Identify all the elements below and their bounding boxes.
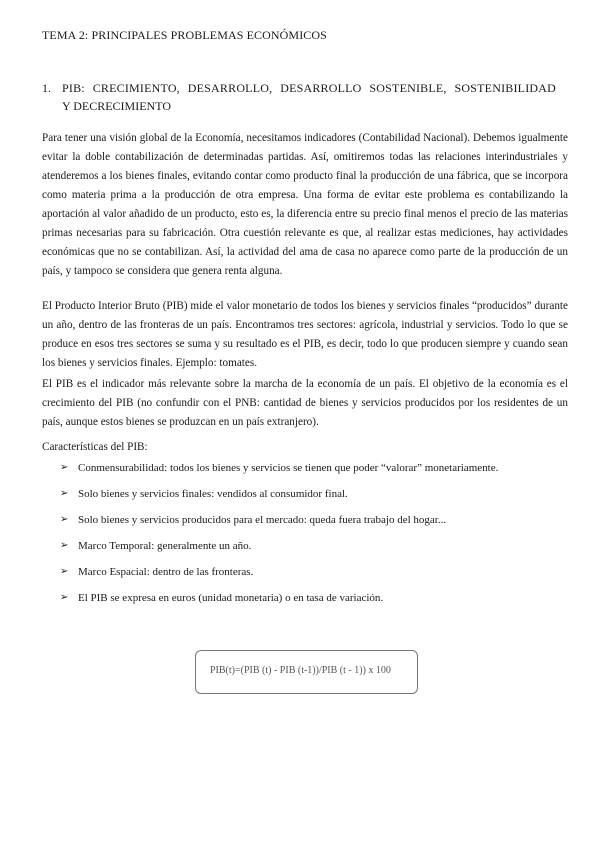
arrow-bullet-icon: ➢ xyxy=(60,592,69,603)
arrow-bullet-icon: ➢ xyxy=(60,488,69,499)
formula-text: PIB(t)=(PIB (t) - PIB (t-1))/PIB (t - 1)) x 100 xyxy=(210,665,391,676)
document-header: TEMA 2: PRINCIPALES PROBLEMAS ECONÓMICOS xyxy=(42,28,327,42)
characteristics-list xyxy=(60,459,570,615)
arrow-bullet-icon: ➢ xyxy=(60,540,69,551)
formula-box xyxy=(195,650,418,694)
arrow-bullet-icon: ➢ xyxy=(60,566,69,577)
characteristics-title: Características del PIB: xyxy=(42,441,148,453)
paragraph-intro: Para tener una visión global de la Economía, necesitamos indicadores (Contabilidad Nacional). Debemos igualmente evitar la doble contabilización de determinadas partidas. Así, omitiremos todas las relaciones interindustriales y atenderemos a los bienes finales, evitando contar como producto final la producción de una fábrica, que se incorpora como materia prima a la producción de otra empresa. Una forma de evitar este problema es contabilizando la aportación al valor añadido de un producto, esto es, la diferencia entre su precio final menos el precio de las materias primas necesarias para su fabricación. Otra cuestión relevante es que, al realizar estas mediciones, hay actividades económicas que no se contabilizan. Así, la actividad del ama de casa no aparece como parte de la producción de un país, y tampoco se considera que genera renta alguna. xyxy=(42,132,568,278)
list-item-text: Marco Temporal: generalmente un año. xyxy=(78,540,252,552)
list-item xyxy=(60,485,570,511)
arrow-bullet-icon: ➢ xyxy=(60,514,69,525)
list-item xyxy=(60,563,570,589)
list-item xyxy=(60,589,570,615)
section-title-line-1: PIB: CRECIMIENTO, DESARROLLO, DESARROLLO SOSTENIBLE, SOSTENIBILIDAD xyxy=(62,81,556,95)
list-item-text: El PIB se expresa en euros (unidad monetaria) o en tasa de variación. xyxy=(78,592,384,604)
list-item-text: Solo bienes y servicios producidos para el mercado: queda fuera trabajo del hogar... xyxy=(78,514,447,526)
section-title-line-2: Y DECRECIMIENTO xyxy=(62,99,171,113)
arrow-bullet-icon: ➢ xyxy=(60,462,69,473)
list-item-text: Solo bienes y servicios finales: vendidos al consumidor final. xyxy=(78,488,348,500)
list-item-text: Marco Espacial: dentro de las fronteras. xyxy=(78,566,254,578)
section-number: 1. xyxy=(42,81,51,95)
paragraph-pib-relevance: El PIB es el indicador más relevante sobre la marcha de la economía de un país. El objetivo de la economía es el crecimiento del PIB (no confundir con el PNB: cantidad de bienes y servicios producidos por los residentes de un país, aunque estos bienes se produzcan en un país extranjero). xyxy=(42,378,568,429)
list-item xyxy=(60,537,570,563)
list-item-text: Conmensurabilidad: todos los bienes y servicios se tienen que poder “valorar” monetariamente. xyxy=(78,462,499,474)
paragraph-pib-definition: El Producto Interior Bruto (PIB) mide el valor monetario de todos los bienes y servicios finales “producidos” durante un año, dentro de las fronteras de un país. Encontramos tres sectores: agrícola, industrial y servicios. Todo lo que se produce en esos tres sectores se suma y su resultado es el PIB, es decir, todo lo que producen siempre y cuando sean los bienes y servicios finales. Ejemplo: tomates. xyxy=(42,300,568,370)
list-item xyxy=(60,511,570,537)
list-item xyxy=(60,459,570,485)
